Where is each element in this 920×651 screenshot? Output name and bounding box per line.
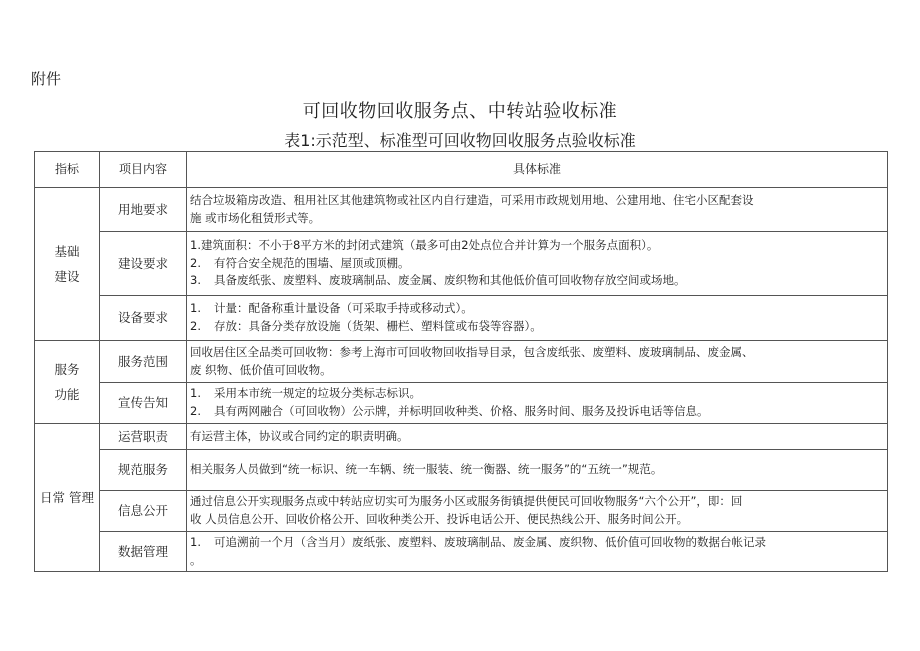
table-row [35, 450, 888, 491]
category-cell [35, 341, 100, 424]
standard-line: 相关服务人员做到“统一标识、统一车辆、统一服装、统一衡器、统一服务”的“五统一”规范。 [190, 462, 663, 477]
item-cell: 信息公开 [100, 491, 187, 532]
category-label-line: 服务 [54, 362, 80, 377]
list-number: 3. [190, 273, 201, 288]
table-row [35, 341, 888, 383]
attachment-label: 附件 [31, 70, 62, 88]
standard-line: 收 人员信息公开、回收价格公开、回收种类公开、投诉电话公开、便民热线公开、服务时间公开。 [190, 512, 689, 526]
table-row [35, 188, 888, 232]
item-cell: 设备要求 [100, 296, 187, 341]
category-label-line: 日常 管理 [40, 490, 94, 505]
standard-cell [187, 532, 888, 572]
list-number: 1. [190, 386, 201, 401]
standard-line [190, 403, 884, 421]
item-cell: 用地要求 [100, 188, 187, 232]
standard-cell [187, 341, 888, 383]
list-number: 1 [190, 237, 198, 252]
standard-line: 回收居住区全品类可回收物：参考上海市可回收物回收指导目录，包含废纸张、废塑料、废玻璃制品、废金属、 [190, 344, 754, 359]
standard-line [190, 534, 884, 552]
standard-cell [187, 491, 888, 532]
standard-line: 通过信息公开实现服务点或中转站应切实可为服务小区或服务街镇提供便民可回收物服务“六个公开”，即：回 [190, 494, 743, 509]
category-label-line: 建设 [54, 269, 80, 284]
category-label-line: 基础 [54, 244, 80, 259]
standard-line [190, 300, 884, 318]
standard-line [190, 385, 884, 403]
standard-line [190, 318, 884, 336]
standard-cell [187, 188, 888, 232]
list-text: 可追溯前一个月（含当月）废纸张、废塑料、废玻璃制品、废金属、废织物、低价值可回收物的数据台帐记录 [214, 534, 766, 549]
category-label-line: 功能 [54, 387, 80, 402]
table-row [35, 383, 888, 424]
standard-line [190, 552, 884, 570]
list-number: 。 [190, 552, 202, 567]
table-row [35, 532, 888, 572]
list-text: 具备废纸张、废塑料、废玻璃制品、废金属、废织物和其他低价值可回收物存放空间或场地。 [214, 273, 686, 288]
category-cell [35, 188, 100, 341]
table-row [35, 424, 888, 450]
list-text: .建筑面积：不小于8平方米的封闭式建筑（最多可由2处点位合并计算为一个服务点面积）。 [197, 237, 659, 252]
standard-line [190, 272, 884, 290]
item-cell: 规范服务 [100, 450, 187, 491]
table-row [35, 232, 888, 296]
standard-line: 施 或市场化租赁形式等。 [190, 210, 321, 225]
list-number: 2. [190, 319, 201, 333]
standard-cell [187, 450, 888, 491]
column-header-item: 项目内容 [100, 152, 187, 188]
standard-line: 废 织物、低价值可回收物。 [190, 362, 332, 377]
item-cell: 运营职责 [100, 424, 187, 450]
column-header-indicator: 指标 [35, 152, 100, 188]
standard-cell [187, 424, 888, 450]
category-cell [35, 424, 100, 572]
column-header-standard: 具体标准 [187, 152, 888, 188]
document-title: 可回收物回收服务点、中转站验收标准 [302, 101, 618, 122]
list-text: 存放：具备分类存放设施（货架、栅栏、塑料筐或布袋等容器）。 [214, 319, 542, 333]
standard-cell [187, 296, 888, 341]
list-text: 具有两网融合（可回收物）公示牌，并标明回收种类、价格、服务时间、服务及投诉电话等信息。 [214, 404, 709, 418]
table-caption: 表1:示范型、标准型可回收物回收服务点验收标准 [284, 131, 636, 150]
table-row [35, 491, 888, 532]
list-number: 1. [190, 534, 201, 549]
list-number: 2. [190, 404, 201, 418]
list-text: 有符合安全规范的围墙、屋顶或顶棚。 [214, 255, 410, 270]
table-row [35, 296, 888, 341]
list-text: 采用本市统一规定的垃圾分类标志标识。 [214, 386, 421, 401]
list-number: 1. [190, 301, 201, 316]
standard-cell [187, 232, 888, 296]
item-cell: 宣传告知 [100, 383, 187, 424]
standard-line: 有运营主体，协议或合同约定的职责明确。 [190, 428, 409, 443]
standard-cell [187, 383, 888, 424]
item-cell: 数据管理 [100, 532, 187, 572]
item-cell: 服务范围 [100, 341, 187, 383]
standard-line: 结合垃圾箱房改造、租用社区其他建筑物或社区内自行建造，可采用市政规划用地、公建用地、住宅小区配套设 [190, 192, 754, 207]
standard-line [190, 255, 884, 273]
table-header-row [35, 152, 888, 188]
acceptance-standard-table [34, 151, 888, 572]
list-text: 计量：配备称重计量设备（可采取手持或移动式）。 [214, 301, 473, 316]
item-cell: 建设要求 [100, 232, 187, 296]
standard-line [190, 237, 884, 255]
list-number: 2. [190, 255, 201, 270]
